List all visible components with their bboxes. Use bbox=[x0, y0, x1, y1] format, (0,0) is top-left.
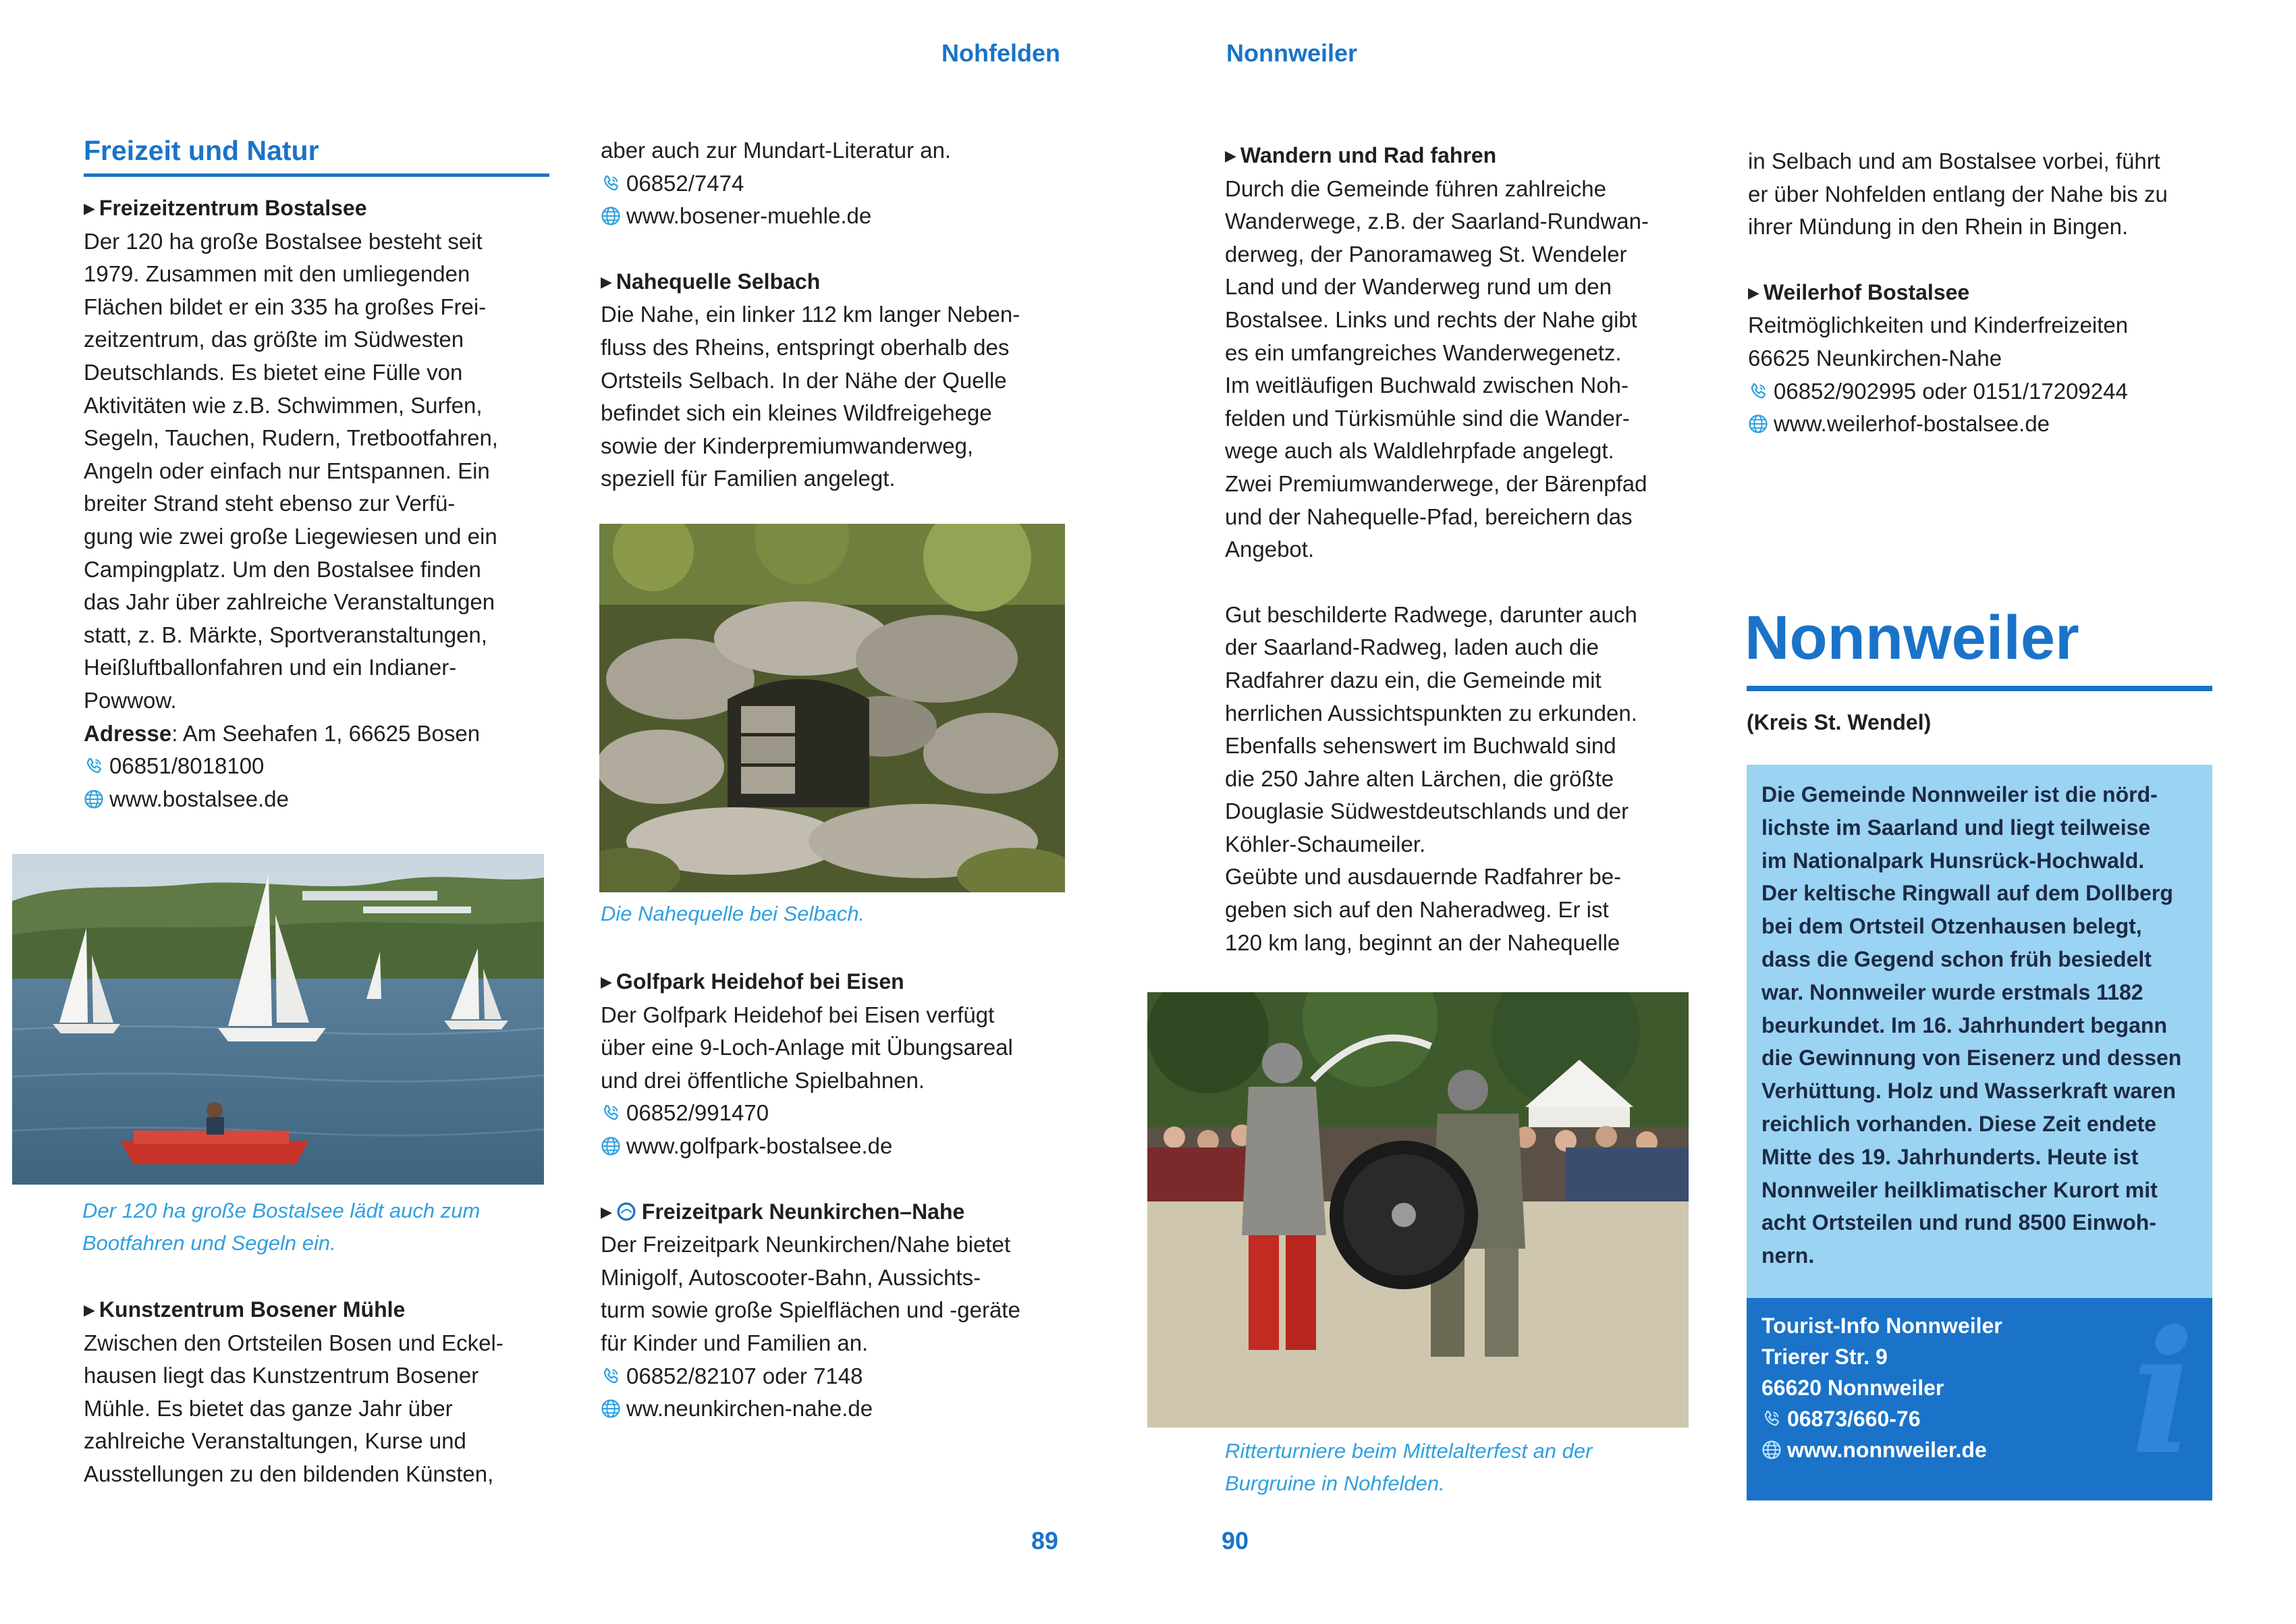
phone-icon bbox=[1748, 381, 1768, 402]
running-header-right: Nonnweiler bbox=[1226, 39, 1358, 67]
body-line: gung wie zwei große Liegewiesen und ein bbox=[84, 523, 497, 549]
body-line: Ortsteils Selbach. In der Nähe der Quelle bbox=[601, 367, 1007, 393]
phone-line: 06852/82107 oder 7148 bbox=[601, 1360, 1073, 1393]
triangle-bullet-icon: ▶ bbox=[1225, 147, 1236, 164]
tourist-web-link[interactable]: www.nonnweiler.de bbox=[1761, 1434, 2197, 1465]
info-line: reichlich vorhanden. Diese Zeit endete bbox=[1761, 1111, 2157, 1136]
caption-line: Der 120 ha große Bostalsee lädt auch zum bbox=[82, 1199, 481, 1222]
body-line: in Selbach und am Bostalsee vorbei, führt bbox=[1748, 148, 2160, 173]
triangle-bullet-icon: ▶ bbox=[1748, 283, 1759, 301]
info-line: nern. bbox=[1761, 1243, 1815, 1268]
globe-icon bbox=[1761, 1440, 1782, 1460]
district-subtitle: (Kreis St. Wendel) bbox=[1747, 710, 1932, 734]
body-line: zahlreiche Veranstaltungen, Kurse und bbox=[84, 1428, 466, 1454]
body-line: hausen liegt das Kunstzentrum Bosener bbox=[84, 1363, 479, 1388]
body-line: aber auch zur Mundart-Literatur an. bbox=[601, 138, 952, 163]
caption-bostalsee bbox=[82, 1195, 548, 1260]
body-line: für Kinder und Familien an. bbox=[601, 1330, 869, 1355]
body-line: Im weitläufigen Buchwald zwischen Noh- bbox=[1225, 373, 1629, 398]
body-line: Der 120 ha große Bostalsee besteht seit bbox=[84, 228, 483, 254]
web-link[interactable]: www.golfpark-bostalsee.de bbox=[601, 1130, 1073, 1163]
photo-bostalsee-sailboats bbox=[12, 854, 544, 1185]
phone-icon bbox=[601, 173, 621, 194]
body-line: Die Nahe, ein linker 112 km langer Neben- bbox=[601, 302, 1020, 327]
info-box bbox=[1747, 765, 2212, 1298]
globe-icon bbox=[84, 789, 104, 809]
body-line: herrlichen Aussichtspunkten zu erkunden. bbox=[1225, 700, 1637, 726]
phone-icon bbox=[84, 756, 104, 776]
body-line: 66625 Neunkirchen-Nahe bbox=[1748, 345, 2002, 371]
running-header-left: Nohfelden bbox=[941, 39, 1060, 67]
body-line: Campingplatz. Um den Bostalsee finden bbox=[84, 556, 481, 582]
body-line: und drei öffentliche Spielbahnen. bbox=[601, 1067, 925, 1093]
entry-title-wandern: ▶ Wandern und Rad fahren bbox=[1225, 143, 1497, 167]
info-line: Nonnweiler heilklimatischer Kurort mit bbox=[1761, 1177, 2158, 1202]
body-line: Durch die Gemeinde führen zahlreiche bbox=[1225, 175, 1606, 201]
tourist-phone: 06873/660-76 bbox=[1761, 1403, 2197, 1434]
body-line: Ausstellungen zu den bildenden Künsten, bbox=[84, 1461, 494, 1486]
globe-icon bbox=[601, 1399, 621, 1419]
page-title: Nonnweiler bbox=[1745, 603, 2079, 672]
body-line: zeitzentrum, das größte im Südwesten bbox=[84, 327, 464, 352]
triangle-bullet-icon: ▶ bbox=[84, 1301, 95, 1318]
body-line: Flächen bildet er ein 335 ha großes Frei- bbox=[84, 294, 487, 319]
phone-line: 06852/991470 bbox=[601, 1097, 1073, 1130]
globe-icon bbox=[601, 1136, 621, 1156]
info-line: Die Gemeinde Nonnweiler ist die nörd- bbox=[1761, 782, 2158, 807]
triangle-bullet-icon: ▶ bbox=[84, 200, 95, 217]
section-heading: Freizeit und Natur bbox=[84, 135, 319, 166]
body-line: die 250 Jahre alten Lärchen, die größte bbox=[1225, 765, 1614, 791]
caption-line: Burgruine in Nohfelden. bbox=[1225, 1471, 1445, 1495]
body-line: ihrer Mündung in den Rhein in Bingen. bbox=[1748, 214, 2129, 240]
body-line: Minigolf, Autoscooter-Bahn, Aussichts- bbox=[601, 1264, 981, 1290]
tourist-city: 66620 Nonnweiler bbox=[1761, 1376, 1944, 1400]
body-line: Wanderwege, z.B. der Saarland-Rundwan- bbox=[1225, 209, 1649, 234]
body-line: Aktivitäten wie z.B. Schwimmen, Surfen, bbox=[84, 392, 483, 418]
caption-line: Bootfahren und Segeln ein. bbox=[82, 1231, 336, 1255]
body-line: Zwei Premiumwanderwege, der Bärenpfad bbox=[1225, 470, 1647, 496]
column-4 bbox=[1748, 145, 2234, 441]
body-line: Segeln, Tauchen, Rudern, Tretbootfahren, bbox=[84, 425, 498, 451]
body-line: Reitmöglichkeiten und Kinderfreizeiten bbox=[1748, 313, 2129, 338]
title-rule bbox=[1747, 686, 2212, 691]
info-line: dass die Gegend schon früh besiedelt bbox=[1761, 946, 2152, 971]
column-1-lower bbox=[84, 1293, 549, 1491]
web-link[interactable]: www.bosener-muehle.de bbox=[601, 200, 1073, 233]
body-line: das Jahr über zahlreiche Veranstaltungen bbox=[84, 589, 495, 615]
body-line: breiter Strand steht ebenso zur Verfü- bbox=[84, 491, 456, 516]
caption-ritterturnier bbox=[1225, 1435, 1697, 1500]
info-line: war. Nonnweiler wurde erstmals 1182 bbox=[1761, 979, 2143, 1004]
info-line: acht Ortsteilen und rund 8500 Einwoh- bbox=[1761, 1210, 2156, 1235]
tourist-info-box bbox=[1747, 1298, 2212, 1500]
phone-line: 06851/8018100 bbox=[84, 750, 549, 783]
info-line: lichste im Saarland und liegt teilweise bbox=[1761, 815, 2151, 840]
body-line: Land und der Wanderweg rund um den bbox=[1225, 274, 1612, 300]
body-line: Douglasie Südwestdeutschlands und der bbox=[1225, 799, 1629, 824]
info-line: beurkundet. Im 16. Jahrhundert begann bbox=[1761, 1012, 2167, 1037]
web-link[interactable]: www.weilerhof-bostalsee.de bbox=[1748, 408, 2234, 441]
info-line: Mitte des 19. Jahrhunderts. Heute ist bbox=[1761, 1144, 2139, 1169]
info-line: die Gewinnung von Eisenerz und dessen bbox=[1761, 1046, 2182, 1071]
phone-icon bbox=[601, 1366, 621, 1386]
entry-title-kunstzentrum: ▶ Kunstzentrum Bosener Mühle bbox=[84, 1297, 406, 1322]
body-line: der Saarland-Radweg, laden auch die bbox=[1225, 634, 1600, 660]
globe-icon bbox=[1748, 414, 1768, 434]
body-line: Powwow. bbox=[84, 687, 177, 713]
body-line: 1979. Zusammen mit den umliegenden bbox=[84, 261, 470, 287]
phone-line: 06852/902995 oder 0151/17209244 bbox=[1748, 375, 2234, 408]
body-line: Deutschlands. Es bietet eine Fülle von bbox=[84, 359, 463, 385]
body-line: er über Nohfelden entlang der Nahe bis zu bbox=[1748, 181, 2168, 207]
body-line: Zwischen den Ortsteilen Bosen und Eckel- bbox=[84, 1330, 503, 1355]
caption-nahequelle: Die Nahequelle bei Selbach. bbox=[601, 902, 865, 925]
body-line: speziell für Familien angelegt. bbox=[601, 466, 896, 491]
body-line: wege auch als Waldlehrpfade angelegt. bbox=[1225, 438, 1614, 464]
phone-icon bbox=[1761, 1409, 1782, 1429]
entry-title-golfpark: ▶ Golfpark Heidehof bei Eisen bbox=[601, 969, 904, 994]
info-line: bei dem Ortsteil Otzenhausen belegt, bbox=[1761, 914, 2142, 939]
phone-icon bbox=[601, 1103, 621, 1123]
column-1 bbox=[84, 132, 549, 815]
column-2 bbox=[601, 134, 1073, 495]
body-line: es ein umfangreiches Wanderwegenetz. bbox=[1225, 340, 1622, 365]
body-line: Der Freizeitpark Neunkirchen/Nahe bietet bbox=[601, 1232, 1011, 1257]
page-number-right: 90 bbox=[1222, 1527, 1249, 1554]
body-line: Gut beschilderte Radwege, darunter auch bbox=[1225, 601, 1637, 627]
body-line: Mühle. Es bietet das ganze Jahr über bbox=[84, 1395, 453, 1421]
body-line: geben sich auf den Naheradweg. Er ist bbox=[1225, 897, 1609, 923]
entry-title-nahequelle: ▶ Nahequelle Selbach bbox=[601, 269, 821, 294]
column-2-lower bbox=[601, 965, 1073, 1426]
tourist-street: Trierer Str. 9 bbox=[1761, 1345, 1888, 1369]
web-link[interactable]: ww.neunkirchen-nahe.de bbox=[601, 1392, 1073, 1426]
body-line: Geübte und ausdauernde Radfahrer be- bbox=[1225, 864, 1622, 890]
body-line: derweg, der Panoramaweg St. Wendeler bbox=[1225, 241, 1627, 267]
triangle-bullet-icon: ▶ bbox=[601, 1203, 612, 1220]
web-link[interactable]: www.bostalsee.de bbox=[84, 783, 549, 816]
triangle-bullet-icon: ▶ bbox=[601, 273, 612, 290]
body-line: Ebenfalls sehenswert im Buchwald sind bbox=[1225, 733, 1616, 759]
body-line: und der Nahequelle-Pfad, bereichern das bbox=[1225, 504, 1633, 529]
body-line: Radfahrer dazu ein, die Gemeinde mit bbox=[1225, 667, 1602, 693]
info-line: im Nationalpark Hunsrück-Hochwald. bbox=[1761, 848, 2145, 873]
body-line: Angebot. bbox=[1225, 537, 1315, 562]
photo-ritterturnier bbox=[1147, 992, 1689, 1428]
entry-title-bostalsee: ▶ Freizeitzentrum Bostalsee bbox=[84, 196, 367, 220]
globe-icon bbox=[601, 206, 621, 226]
triangle-bullet-icon: ▶ bbox=[601, 973, 612, 990]
body-line: felden und Türkismühle sind die Wander- bbox=[1225, 405, 1630, 431]
info-line: Der keltische Ringwall auf dem Dollberg bbox=[1761, 881, 2173, 906]
body-line: befindet sich ein kleines Wildfreigehege bbox=[601, 400, 992, 426]
info-line: Verhüttung. Holz und Wasserkraft waren bbox=[1761, 1079, 2177, 1104]
body-line: Heißluftballonfahren und ein Indianer- bbox=[84, 655, 457, 680]
body-line: über eine 9-Loch-Anlage mit Übungsareal bbox=[601, 1035, 1013, 1060]
column-3 bbox=[1225, 139, 1697, 959]
page-number-left: 89 bbox=[1031, 1527, 1059, 1554]
body-line: turm sowie große Spielflächen und -geräte bbox=[601, 1297, 1020, 1323]
body-line: Der Golfpark Heidehof bei Eisen verfügt bbox=[601, 1002, 995, 1027]
entry-title-freizeitpark: ▶ Freizeitpark Neunkirchen–Nahe bbox=[601, 1199, 965, 1224]
circle-logo-icon bbox=[616, 1201, 636, 1222]
body-line: fluss des Rheins, entspringt oberhalb des bbox=[601, 334, 1010, 360]
info-letter-icon: i bbox=[2131, 1298, 2195, 1492]
body-line: statt, z. B. Märkte, Sportveranstaltungen, bbox=[84, 622, 487, 647]
body-line: sowie der Kinderpremiumwanderweg, bbox=[601, 433, 974, 458]
body-line: Angeln oder einfach nur Entspannen. Ein bbox=[84, 458, 490, 483]
phone-line: 06852/7474 bbox=[601, 167, 1073, 200]
caption-line: Ritterturniere beim Mittelalterfest an der bbox=[1225, 1439, 1593, 1463]
tourist-name: Tourist-Info Nonnweiler bbox=[1761, 1314, 2002, 1338]
body-line: Köhler-Schaumeiler. bbox=[1225, 831, 1426, 857]
address-line: Adresse: Am Seehafen 1, 66625 Bosen bbox=[84, 720, 481, 746]
body-line: Bostalsee. Links und rechts der Nahe gibt bbox=[1225, 306, 1637, 332]
photo-nahequelle bbox=[599, 524, 1065, 892]
body-line: 120 km lang, beginnt an der Nahequelle bbox=[1225, 929, 1620, 955]
entry-title-weilerhof: ▶ Weilerhof Bostalsee bbox=[1748, 279, 1970, 304]
